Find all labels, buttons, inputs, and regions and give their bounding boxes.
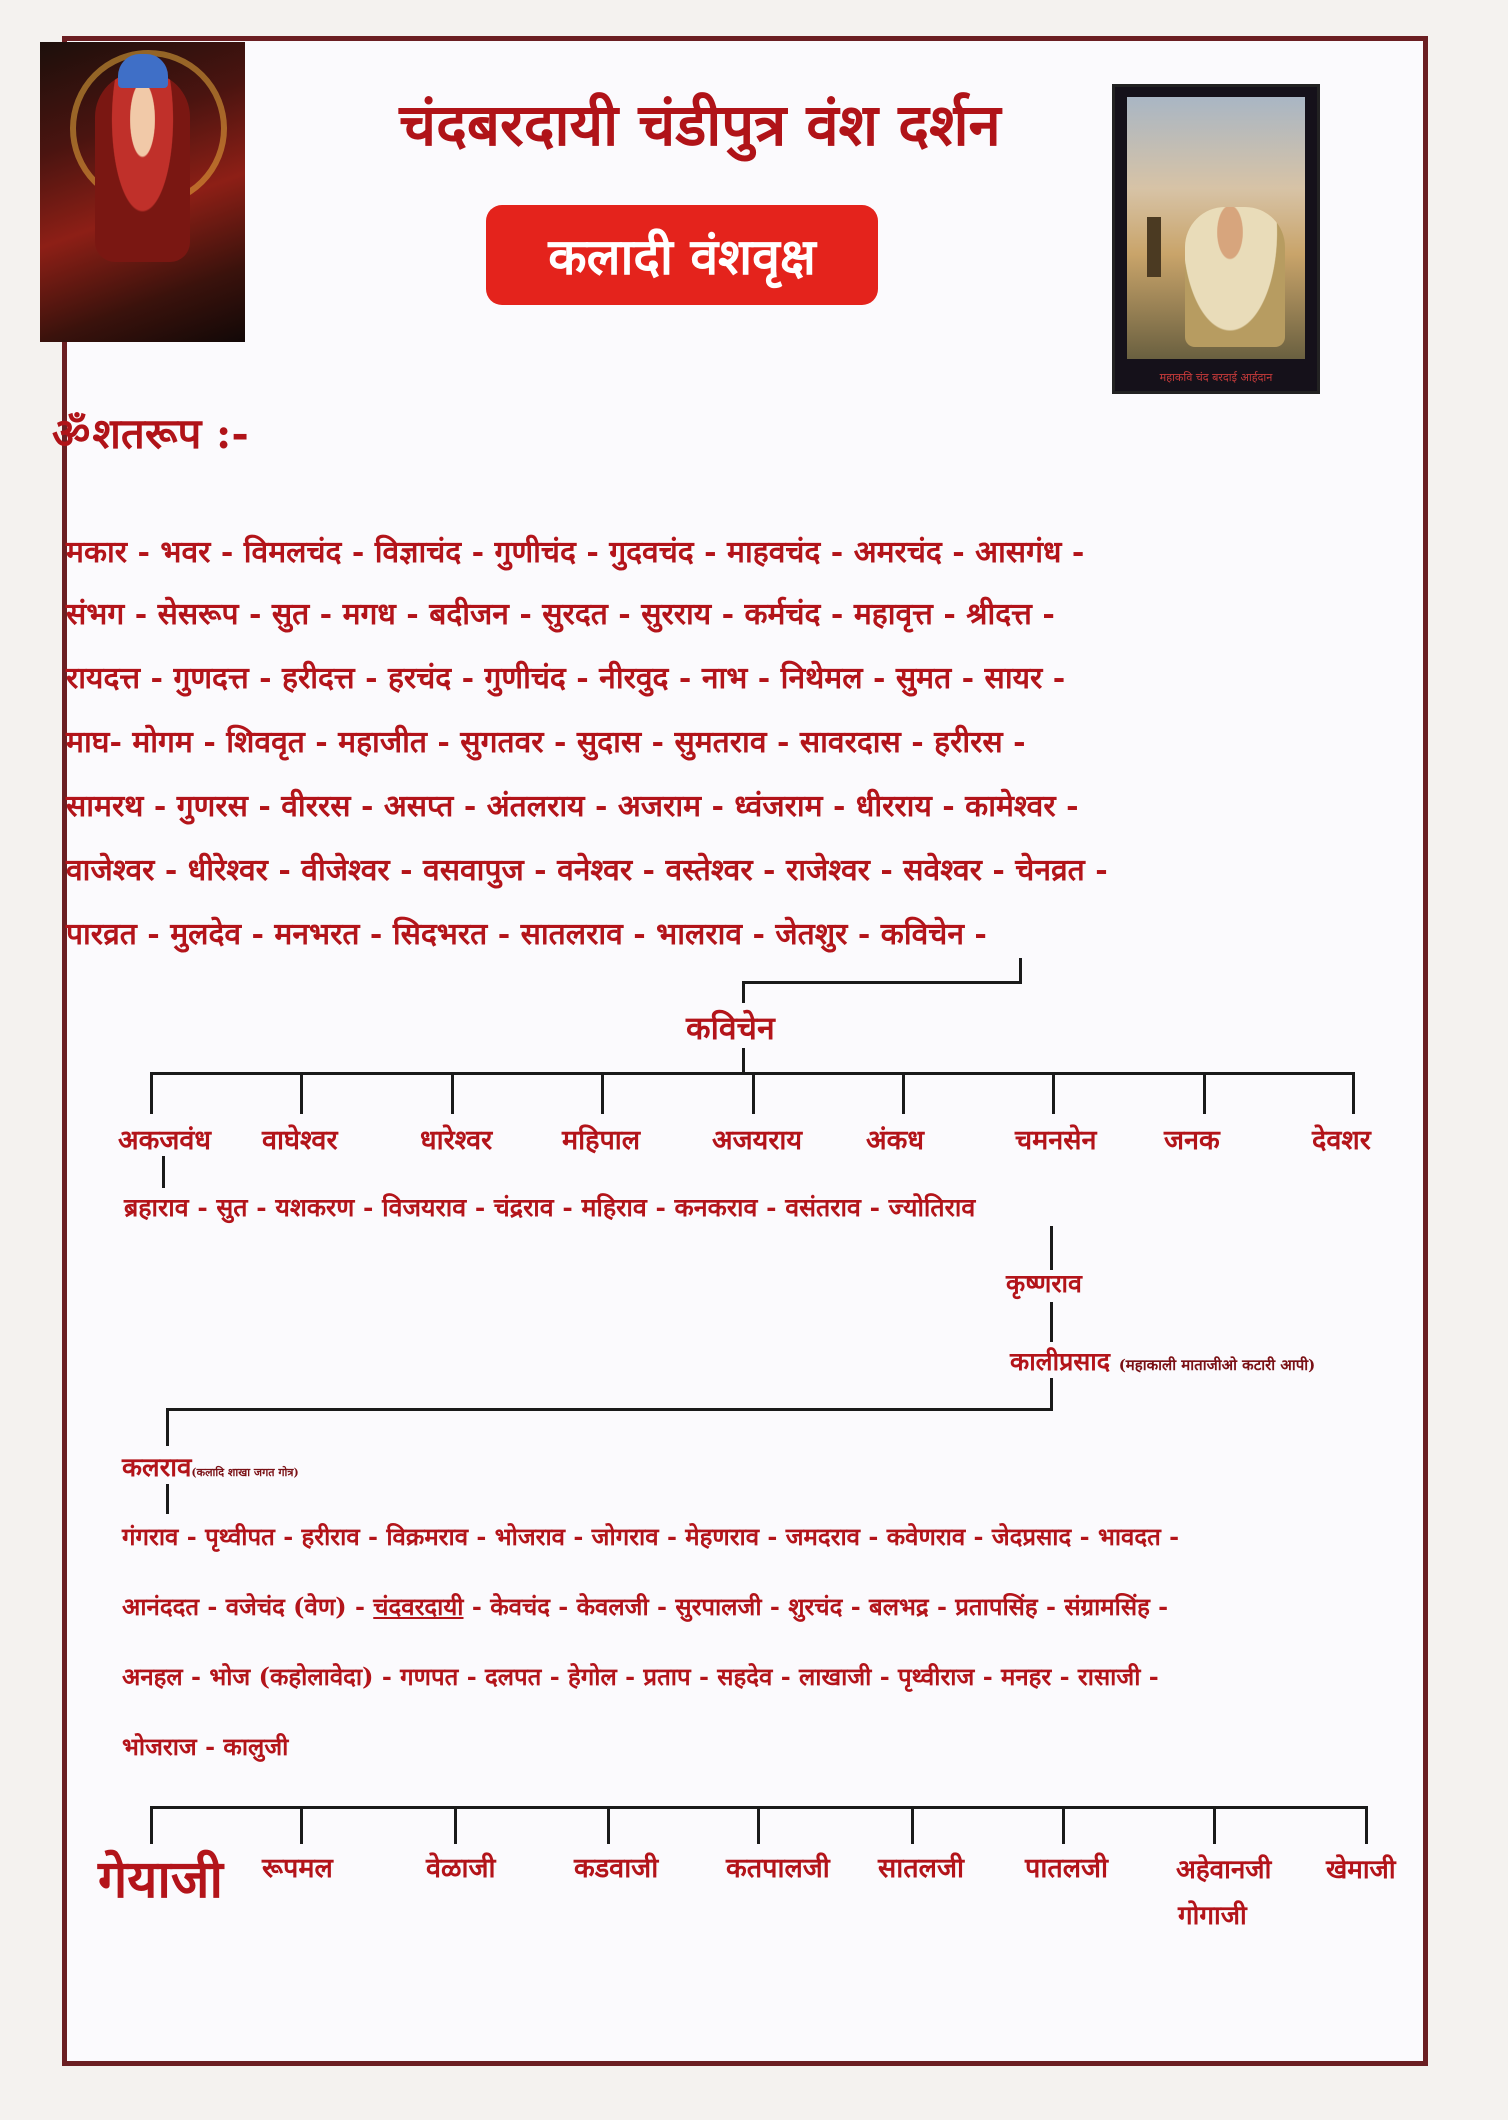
child-node: धारेश्वर — [420, 1125, 493, 1156]
connector-line — [1050, 1226, 1053, 1270]
lineage-line: सामरथ - गुणरस - वीररस - असप्त - अंतलराय - अजराम - ध्वंजराम - धीरराय - कामेश्वर - — [66, 789, 1079, 824]
kaliprasad-label: कालीप्रसाद — [1010, 1347, 1110, 1376]
child-node: चमनसेन — [1015, 1125, 1097, 1156]
connector-line — [162, 1156, 165, 1188]
lineage-line: मकार - भवर - विमलचंद - विज्ञाचंद - गुणीचंद - गुदवचंद - माहवचंद - अमरचंद - आसगंध - — [66, 535, 1085, 570]
connector-line — [451, 1072, 454, 1114]
goddess-figure — [95, 72, 190, 262]
connector-line — [742, 981, 745, 1003]
kalrao-label: कलराव — [122, 1453, 192, 1483]
lineage-line: पारव्रत - मुलदेव - मनभरत - सिदभरत - सातलराव - भालराव - जेतशुर - कविचेन - — [66, 917, 987, 952]
goddess-image — [40, 42, 245, 342]
connector-line — [300, 1806, 303, 1844]
lineage-line: माघ- मोगम - शिववृत - महाजीत - सुगतवर - सुदास - सुमतराव - सावरदास - हरीरस - — [66, 725, 1026, 760]
connector-line — [902, 1072, 905, 1114]
connector-line — [742, 1048, 745, 1074]
child-node: देवशर — [1312, 1125, 1371, 1156]
connector-line — [454, 1806, 457, 1844]
subtitle-badge — [486, 205, 878, 305]
child-node: अंकध — [866, 1125, 924, 1156]
final-child: सातलजी — [878, 1853, 964, 1884]
connector-line — [1352, 1072, 1355, 1114]
final-child: कडवाजी — [574, 1853, 659, 1884]
lineage2-line: भोजराज - कालुजी — [122, 1732, 289, 1761]
lineage-line: वाजेश्वर - धीरेश्वर - वीजेश्वर - वसवापुज - वनेश्वर - वस्तेश्वर - राजेश्वर - सवेश्वर - चेनव्रत - — [66, 853, 1108, 888]
connector-line — [1365, 1806, 1368, 1844]
lineage2-part: आनंददत - वजेचंद (वेण) - — [122, 1592, 374, 1621]
page-title: चंदबरदायी चंडीपुत्र वंश दर्शन — [399, 91, 1001, 159]
connector-line — [1050, 1378, 1053, 1410]
lineage2-line — [122, 1590, 1168, 1623]
crown-shape — [118, 54, 168, 88]
poet-figure — [1185, 207, 1285, 347]
final-child: अहेवानजी — [1176, 1855, 1272, 1885]
poet-caption: महाकवि चंद बरदाई आर्हदान — [1159, 371, 1273, 384]
chandvardayi-name: चंदवरदायी — [373, 1592, 464, 1621]
poet-image — [1112, 84, 1320, 394]
connector-line — [1213, 1806, 1216, 1844]
connector-line — [757, 1806, 760, 1844]
child-node: जनक — [1164, 1125, 1220, 1156]
connector-line — [150, 1072, 153, 1114]
final-child: कतपालजी — [726, 1853, 830, 1884]
lineage-line: संभग - सेसरूप - सुत - मगध - बदीजन - सुरदत - सुरराय - कर्मचंद - महावृत्त - श्रीदत्त - — [66, 597, 1055, 632]
final-child: वेळाजी — [426, 1853, 496, 1884]
final-child: रूपमल — [262, 1853, 333, 1884]
connector-line — [752, 1072, 755, 1114]
lineage-line-akajvandh: ब्रहाराव - सुत - यशकरण - विजयराव - चंद्रराव - महिराव - कनकराव - वसंतराव - ज्योतिराव — [124, 1193, 976, 1222]
lineage2-line: गंगराव - पृथ्वीपत - हरीराव - विक्रमराव - भोजराव - जोगराव - मेहणराव - जमदराव - कवेणराव - जेदप्रसाद - भावदत - — [122, 1522, 1180, 1551]
lineage2-line: अनहल - भोज (कहोलावेदा) - गणपत - दलपत - हेगोल - प्रताप - सहदेव - लाखाजी - पृथ्वीराज - मनहर - रासाजी - — [122, 1662, 1159, 1691]
child-node: अजयराय — [712, 1125, 803, 1156]
connector-line — [1050, 1302, 1053, 1342]
connector-line — [601, 1072, 604, 1114]
final-child-geyaji: गेयाजी — [98, 1849, 223, 1910]
connector-line — [300, 1072, 303, 1114]
om-symbol: ॐ — [52, 409, 91, 458]
subtitle-text: कलादी वंशवृक्ष — [548, 227, 816, 286]
connector-line — [742, 981, 1022, 984]
kalrao-note: (कलादि शाखा जगत गोत्र) — [191, 1466, 299, 1479]
final-child: पातलजी — [1025, 1853, 1109, 1884]
child-node: अकजवंध — [118, 1125, 212, 1156]
connector-line — [150, 1806, 153, 1844]
child-node: महिपाल — [562, 1125, 641, 1156]
connector-line — [166, 1408, 1053, 1411]
node-kaliprasad — [1010, 1344, 1315, 1378]
connector-line — [1052, 1072, 1055, 1114]
connector-line — [1203, 1072, 1206, 1114]
connector-line — [911, 1806, 914, 1844]
final-child-extra: गोगाजी — [1178, 1901, 1247, 1931]
connector-line — [166, 1484, 169, 1514]
lamp-shape — [1147, 217, 1161, 277]
connector-line — [1019, 958, 1022, 982]
node-kavichen: कविचेन — [686, 1009, 775, 1047]
connector-line — [607, 1806, 610, 1844]
section-label: शतरूप :- — [92, 409, 249, 458]
lineage-line: रायदत्त - गुणदत्त - हरीदत्त - हरचंद - गुणीचंद - नीरवुद - नाभ - निथेमल - सुमत - सायर - — [66, 661, 1066, 696]
final-child: खेमाजी — [1326, 1855, 1396, 1885]
node-krishnarao: कृष्णराव — [1006, 1269, 1082, 1298]
connector-line — [1062, 1806, 1065, 1844]
kaliprasad-note: (महाकाली माताजीओ कटारी आपी) — [1118, 1356, 1316, 1374]
node-kalrao — [122, 1448, 299, 1484]
section-heading — [52, 404, 249, 461]
lineage2-part: - केवचंद - केवलजी - सुरपालजी - शुरचंद - बलभद्र - प्रतापसिंह - संग्रामसिंह - — [463, 1592, 1169, 1621]
poet-painting — [1127, 97, 1305, 359]
connector-line — [166, 1408, 169, 1446]
child-node: वाघेश्वर — [262, 1125, 338, 1156]
